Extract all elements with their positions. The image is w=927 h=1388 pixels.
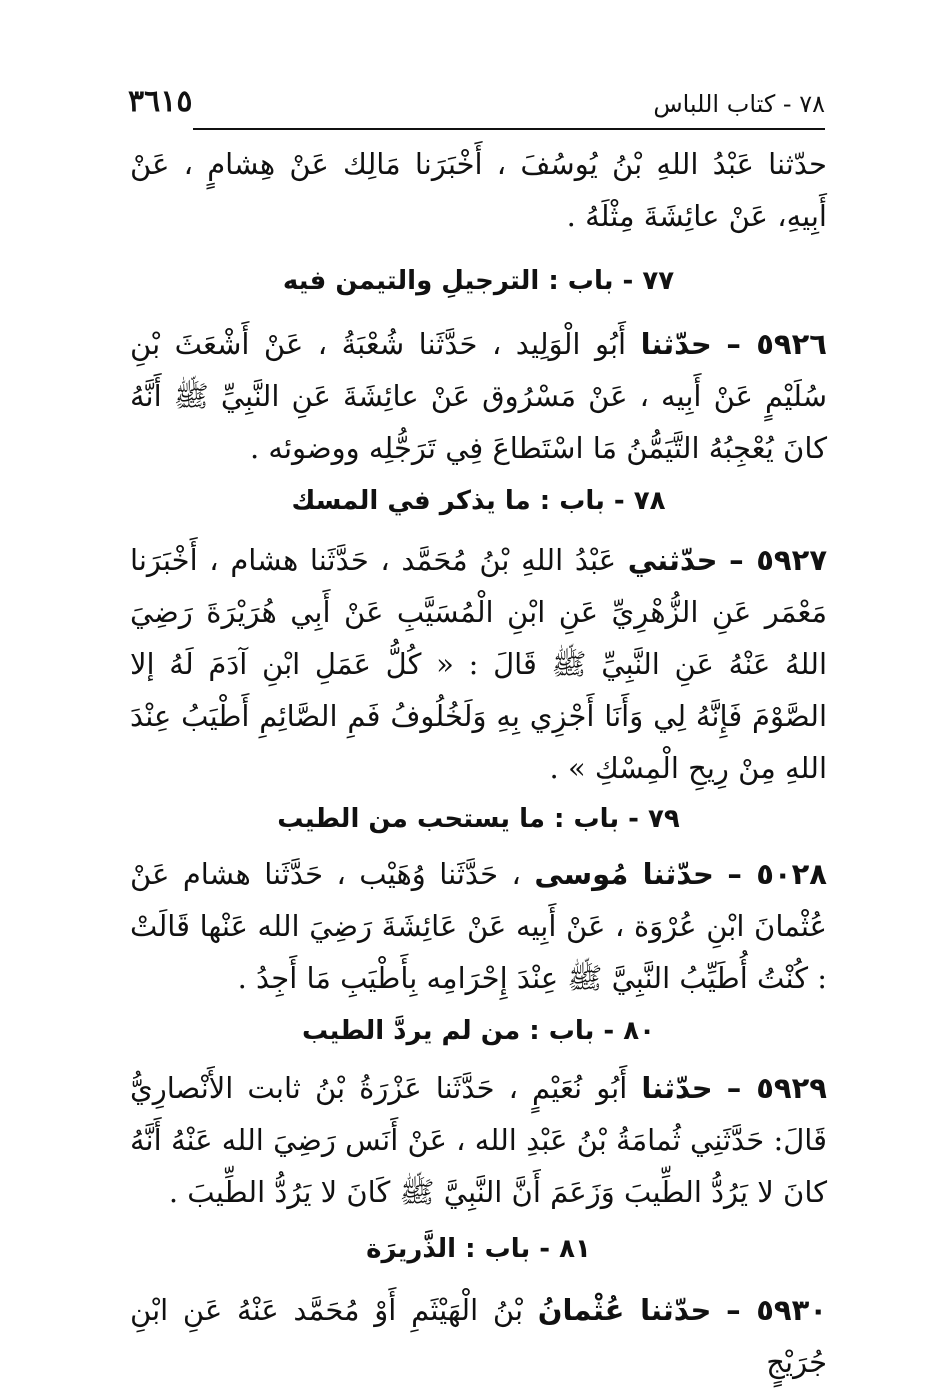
- running-title: ٧٨ - كتاب اللباس: [653, 90, 825, 118]
- header-divider: [193, 128, 825, 130]
- hadith-number: ٥٠٢٨ –: [727, 857, 828, 891]
- chapter-heading-80: ٨٠ - باب : من لم يردَّ الطيب: [301, 1016, 656, 1046]
- hadith-text: أَبُو نُعَيْمٍ ، حَدَّثَنا عَزْرَةُ بْنُ ثابت الأَنْصارِيُّ قَالَ: حَدَّثَنِي ثُمامَةُ بْنُ عَبْدِ الله ، عَنْ أَنَس رَضِيَ الله عَنْهُ أَنَّهُ كانَ لا يَرُدُّ الطِّيبَ وَزَعَمَ أَنَّ النَّبِيَّ ﷺ كَانَ لا يَرُدُّ الطِّيبَ .: [130, 1071, 827, 1209]
- continuation-paragraph: حدّثنا عَبْدُ اللهِ بْنُ يُوسُفَ ، أَخْبَرَنا مَالِك عَنْ هِشامٍ ، عَنْ أَبِيهِ، عَنْ عائِشَةَ مِثْلَهُ .: [130, 147, 827, 233]
- hadith-text: بْنُ الْهَيْثَمِ أَوْ مُحَمَّد عَنْهُ عَنِ ابْنِ جُرَيْجٍ: [130, 1293, 827, 1379]
- hadith-number: ٥٩٢٩ –: [726, 1071, 828, 1105]
- page-body: [130, 132, 827, 1388]
- hadith-5930: [130, 1284, 827, 1388]
- hadith-number: ٥٩٢٧ –: [729, 543, 828, 577]
- narration-lead: حدّثنا مُوسى: [534, 857, 714, 891]
- hadith-5028: [130, 848, 827, 1004]
- narration-lead: حدّثني: [627, 543, 718, 577]
- hadith-number: ٥٩٢٦ –: [726, 327, 827, 361]
- page-header: [128, 84, 825, 124]
- chapter-heading-81: ٨١ - باب : الذَّريرَة: [366, 1234, 591, 1264]
- chapter-heading-78: ٧٨ - باب : ما يذكر في المسك: [291, 486, 666, 516]
- chapter-heading-79: ٧٩ - باب : ما يستحب من الطيب: [277, 804, 680, 834]
- hadith-text: ، حَدَّثَنا وُهَيْب ، حَدَّثَنا هشام عَنْ عُثْمانَ ابْنِ عُرْوَة ، عَنْ أَبِيه عَنْ عَائِشَةَ رَضِيَ الله عَنْها قَالَتْ : كُنْتُ أُطَيِّبُ النَّبِيَّ ﷺ عِنْدَ إِحْرَامِه بِأَطْيَبِ مَا أَجِدُ .: [130, 857, 827, 995]
- chapter-heading-77: ٧٧ - باب : الترجيلِ والتيمن فيه: [282, 266, 675, 296]
- hadith-text: أَبُو الْوَلِيد ، حَدَّثَنا شُعْبَةُ ، عَنْ أَشْعَثَ بْنِ سُلَيْمٍ عَنْ أَبِيه ، عَنْ مَسْرُوق عَنْ عائِشَةَ عَنِ النَّبِيِّ ﷺ أَنَّهُ كانَ يُعْجِبُهُ التَّيَمُّنُ مَا اسْتَطاعَ فِي تَرَجُّلِه ووضوئه .: [130, 327, 827, 465]
- narration-lead: حدّثنا: [641, 1071, 713, 1105]
- page-number: ٣٦١٥: [128, 84, 193, 119]
- hadith-number: ٥٩٣٠ –: [726, 1293, 828, 1327]
- narration-lead: حدّثنا عُثْمانُ: [537, 1293, 712, 1327]
- hadith-5927: [130, 534, 827, 794]
- narration-lead: حدّثنا: [640, 327, 712, 361]
- hadith-text: عَبْدُ اللهِ بْنُ مُحَمَّد ، حَدَّثَنا هشام ، أَخْبَرَنا مَعْمَر عَنِ الزُّهْرِيِّ عَنِ ابْنِ الْمُسَيَّبِ عَنْ أَبِي هُرَيْرَةَ رَضِيَ اللهُ عَنْهُ عَنِ النَّبِيِّ ﷺ قَالَ : « كُلُّ عَمَلِ ابْنِ آدَمَ لَهُ إلا الصَّوْمَ فَإِنَّهُ لِي وَأَنَا أَجْزِي بِهِ وَلَخُلُوفُ فَمِ الصَّائِمِ أَطْيَبُ عِنْدَ اللهِ مِنْ رِيحِ الْمِسْكِ » .: [130, 543, 828, 785]
- hadith-5926: [130, 318, 827, 474]
- hadith-5929: [130, 1062, 827, 1218]
